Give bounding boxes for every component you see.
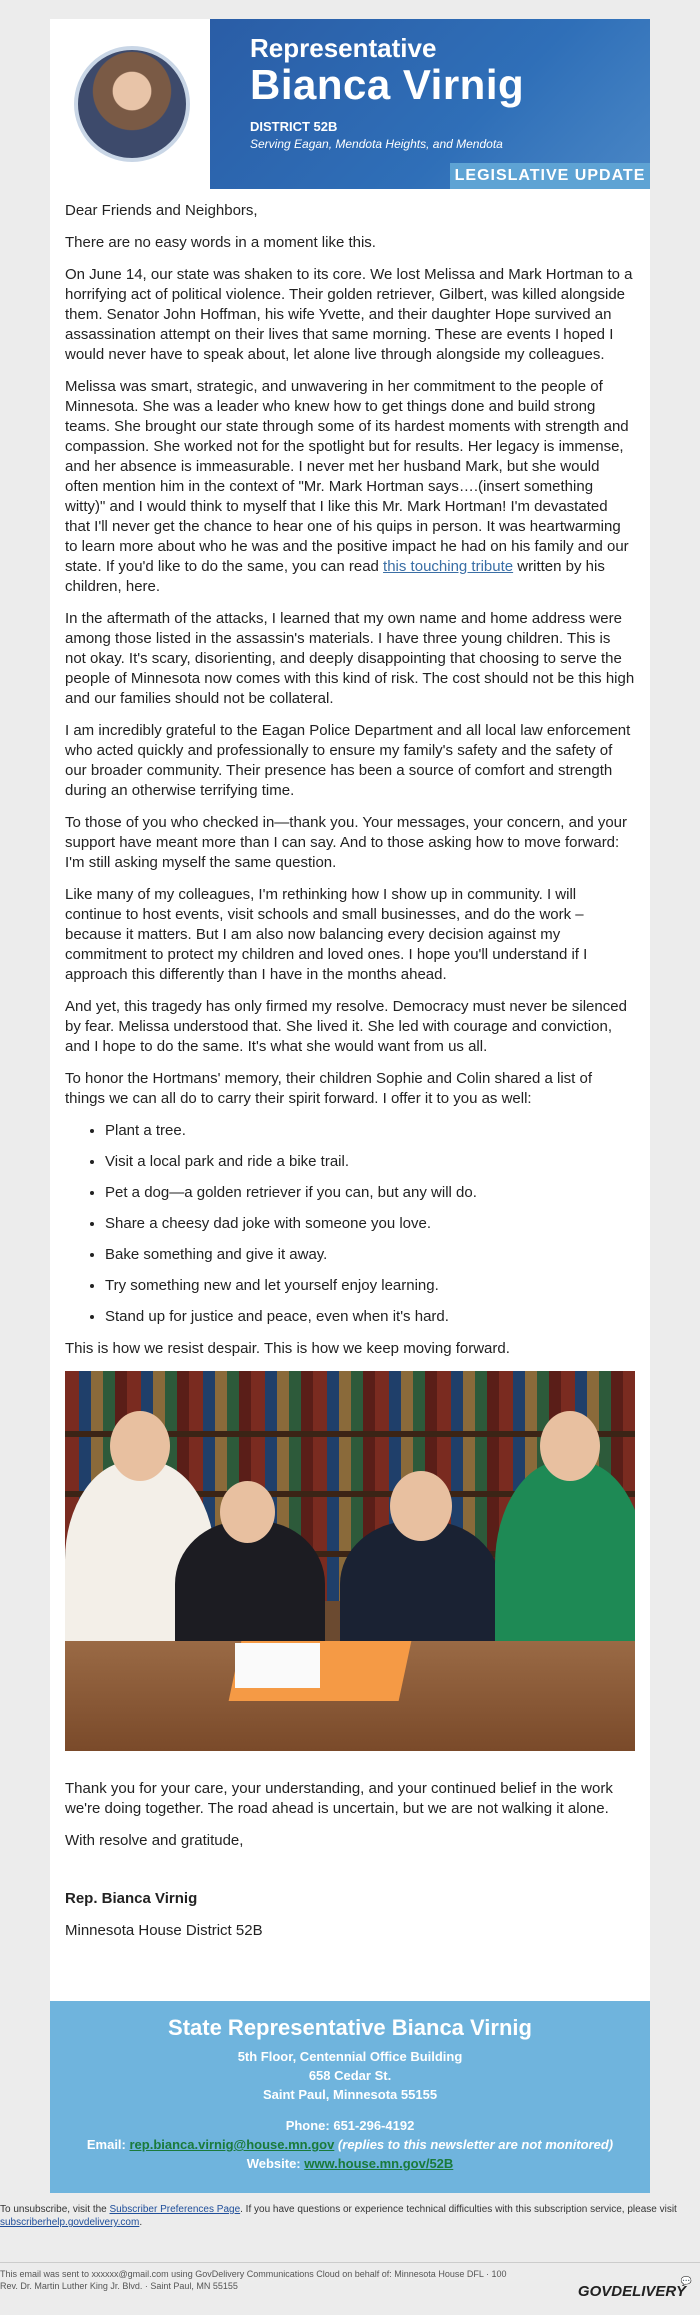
list-item: • Bake something and give it away. [105,1245,635,1265]
paragraph: On June 14, our state was shaken to its core. We lost Melissa and Mark Hortman to a horrifying act of political violence. Their golden retriever, Gilbert, was killed alongside them. Senator John Hoffman, his wife Yvette, and their daughter Hope survived an assassination attempt on their lives that same morning. These are events I hoped I would never have to speak about, let alone live through alongside my colleagues. [65,266,633,363]
contact-footer [50,2001,650,2193]
subscriber-preferences-link[interactable]: Subscriber Preferences Page [109,2204,241,2215]
website-link[interactable]: www.house.mn.gov/52B [304,2156,454,2171]
footer-address-line: 658 Cedar St. [308,2068,392,2083]
paragraph: I am incredibly grateful to the Eagan Police Department and all local law enforcement who acted quickly and professionally to ensure my family's safety and the safety of our broader community. Their presence has been a source of comfort and strength during an otherwise terrifying time. [65,722,631,799]
legal-line: Rev. Dr. Martin Luther King Jr. Blvd. · Saint Paul, MN 55155 [0,2281,238,2291]
paragraph-text: written by his children, here. [65,558,605,595]
paragraph: With resolve and gratitude, [65,1832,244,1849]
govdelivery-logo[interactable]: GOVDELIVERY [577,2283,686,2300]
speech-bubble-icon: 💬 [680,2276,692,2286]
legislative-update-label: LEGISLATIVE UPDATE [450,163,650,189]
footer-address-line: Saint Paul, Minnesota 55155 [262,2087,438,2102]
email-link[interactable]: rep.bianca.virnig@house.mn.gov [129,2137,335,2152]
divider [0,2262,700,2263]
email-label: Email: [86,2137,130,2152]
header-title-small: Representative [250,33,437,63]
honor-list [65,1121,635,1327]
website-label: Website: [246,2156,305,2171]
tribute-link[interactable]: this touching tribute [383,558,514,575]
avatar [74,46,190,162]
portrait-frame [50,19,210,189]
header-district: DISTRICT 52B [250,119,338,134]
paragraph: To honor the Hortmans' memory, their children Sophie and Colin shared a list of things we can all do to carry their spirit forward. I offer it to you as well: [65,1070,593,1107]
paragraph: There are no easy words in a moment like this. [65,234,376,251]
header-banner [50,19,650,189]
paragraph: Like many of my colleagues, I'm rethinking how I show up in community. I will continue to host events, visit schools and small businesses, and do the work – because it matters. But I am also now balancing every decision against my commitment to protect my children and loved ones. I hope you'll understand if I approach this differently than I have in the months ahead. [65,886,588,983]
person-seated-right [340,1521,500,1661]
unsub-text: . [139,2217,143,2228]
list-item: • Stand up for justice and peace, even when it's hard. [105,1307,635,1327]
paragraph [65,377,635,597]
footer-title: State Representative Bianca Virnig [168,2015,532,2040]
email-note: (replies to this newsletter are not monitored) [334,2137,614,2152]
letter-body [50,189,650,1961]
newsletter-card [50,19,650,2193]
paragraph: To those of you who checked in—thank you. Your messages, your concern, and your support have meant more than I can say. And to those asking how to move forward: I'm still asking myself the same question. [65,814,628,871]
signature-name: Rep. Bianca Virnig [65,1890,198,1907]
header-serving: Serving Eagan, Mendota Heights, and Mendota [250,137,503,151]
unsub-text: To unsubscribe, visit the [0,2204,110,2215]
document-paper [235,1643,320,1688]
legal-line: This email was sent to xxxxxx@gmail.com using GovDelivery Communications Cloud on behalf of: Minnesota House DFL · 100 [0,2269,507,2279]
paragraph: In the aftermath of the attacks, I learned that my own name and home address were among those listed in the assassin's materials. I have three young children. This is not okay. It's scary, disorienting, and deeply disappointing that choosing to serve the people of Minnesota now comes with this kind of risk. The cost should not be this high and our families should not be collateral. [65,610,635,707]
paragraph: And yet, this tragedy has only firmed my resolve. Democracy must never be silenced by fear. Melissa understood that. She lived it. She led with courage and conviction, and I hope to do the same. It's what she would want from us all. [65,998,627,1055]
paragraph-text: Melissa was smart, strategic, and unwavering in her commitment to the people of Minnesota. She was a leader who knew how to get things done and build strong teams. She brought our state through some of its hardest moments with strength and compassion. She worked not for the spotlight but for results. Her legacy is immense, and her absence is immeasurable. I never met her husband Mark, but she would often mention him in the context of "Mr. Mark Hortman says….(insert something witty)" and I would think to myself that I like this Mr. Mark Hortman! I'm devastated that I'll never get the chance to hear one of his quips in person. It was heartwarming to learn more about who he was and the positive impact he had on his family and our state. If you'd like to do the same, you can read [65,378,629,575]
paragraph: Thank you for your care, your understanding, and your continued belief in the work we're doing together. The road ahead is uncertain, but we are not walking it alone. [65,1780,613,1817]
list-item: • Share a cheesy dad joke with someone you love. [105,1214,635,1234]
group-photo [65,1371,635,1751]
list-item: • Visit a local park and ride a bike trail. [105,1152,635,1172]
footer-website-line [60,2154,640,2173]
greeting: Dear Friends and Neighbors, [65,202,258,219]
footer-phone: Phone: 651-296-4192 [285,2118,415,2133]
unsub-text: . If you have questions or experience technical difficulties with this subscription service, please visit [240,2204,677,2215]
list-item: • Try something new and let yourself enjoy learning. [105,1276,635,1296]
subscriber-help-link[interactable]: subscriberhelp.govdelivery.com [0,2217,140,2228]
legal-notice [0,2268,580,2292]
signature-title: Minnesota House District 52B [65,1922,263,1939]
unsubscribe-notice [0,2203,700,2229]
list-item: • Plant a tree. [105,1121,635,1141]
footer-address-line: 5th Floor, Centennial Office Building [237,2049,463,2064]
footer-email-line [60,2135,640,2154]
header-title-name: Bianca Virnig [250,61,525,108]
list-item: • Pet a dog—a golden retriever if you can, but any will do. [105,1183,635,1203]
paragraph: This is how we resist despair. This is how we keep moving forward. [65,1340,510,1357]
